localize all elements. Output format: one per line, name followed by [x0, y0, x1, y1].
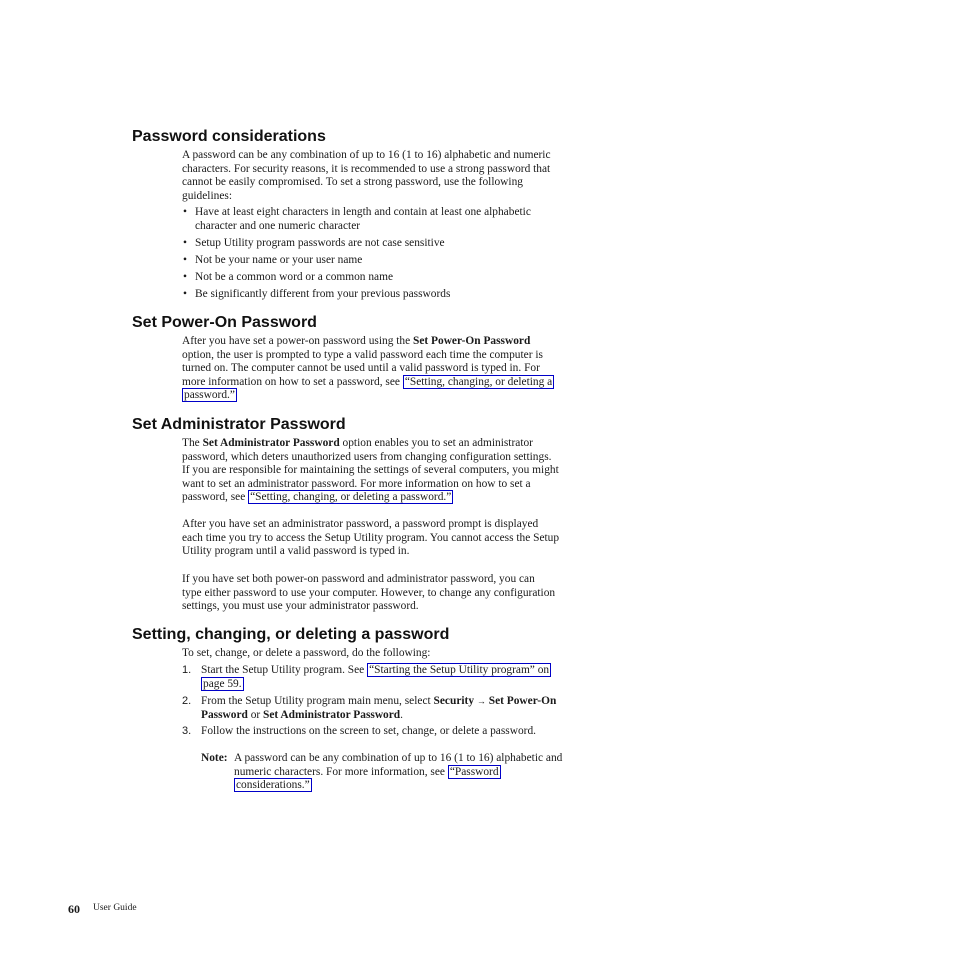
- link-setting-password-cont[interactable]: password.”: [184, 389, 235, 402]
- text-line: [182, 335, 554, 349]
- list-item: Not be your name or your user name: [195, 254, 363, 266]
- bullet-marker: •: [183, 206, 187, 218]
- text-span: Start the Setup Utility program. See: [201, 664, 368, 676]
- heading-set-administrator-password: Set Administrator Password: [132, 416, 346, 433]
- bullet-marker: •: [183, 271, 187, 283]
- text-line: guidelines:: [182, 189, 232, 202]
- step-number: 2.: [182, 695, 192, 707]
- text-span: The: [182, 437, 203, 449]
- bullet-marker: •: [183, 254, 187, 266]
- text-span: password, see: [182, 491, 249, 504]
- link-setting-password[interactable]: “Setting, changing, or deleting a: [404, 375, 553, 388]
- list-item: [195, 206, 531, 233]
- heading-password-considerations: Password considerations: [132, 128, 326, 145]
- admin-paragraph-2: [182, 518, 559, 559]
- page-number: 60: [68, 902, 80, 916]
- text-line: settings, you must use your administrator password.: [182, 600, 419, 613]
- step-number: 3.: [182, 725, 192, 737]
- step-3: Follow the instructions on the screen to set, change, or delete a password.: [201, 725, 536, 737]
- admin-paragraph-1: [182, 437, 559, 505]
- text-line: If you are responsible for maintaining the settings of several computers, you might: [182, 464, 559, 477]
- text-span: more information on how to set a password, see: [182, 375, 403, 388]
- bold-term: Set Power-On Password: [413, 335, 531, 347]
- text-line: [182, 491, 559, 505]
- text-line: [182, 437, 559, 451]
- link-password-considerations-cont[interactable]: considerations.”: [236, 779, 310, 792]
- step-1: [201, 664, 551, 691]
- heading-set-power-on-password: Set Power-On Password: [132, 314, 317, 331]
- bullet-marker: •: [183, 288, 187, 300]
- note-text: [234, 752, 562, 793]
- step-2: [201, 695, 556, 722]
- text-line: After you have set an administrator password, a password prompt is displayed: [182, 518, 539, 530]
- bold-term: Security: [433, 695, 475, 707]
- step-number: 1.: [182, 664, 192, 676]
- text-span: .: [400, 708, 404, 721]
- considerations-intro: [182, 149, 551, 203]
- text-line: Have at least eight characters in length and contain at least one alphabetic: [195, 206, 531, 218]
- text-line: cannot be easily compromised. To set a strong password, use the following: [182, 176, 523, 189]
- text-line: A password can be any combination of up to 16 (1 to 16) alphabetic and numeric: [182, 149, 551, 161]
- text-line: character and one numeric character: [195, 219, 361, 232]
- setting-intro: To set, change, or delete a password, do the following:: [182, 647, 431, 659]
- list-item: Not be a common word or a common name: [195, 271, 394, 283]
- text-span: or: [247, 708, 264, 721]
- text-line: [234, 766, 562, 780]
- heading-setting-changing-deleting: Setting, changing, or deleting a password: [132, 626, 450, 643]
- link-starting-setup-utility[interactable]: “Starting the Setup Utility program” on: [369, 664, 550, 676]
- text-line: [201, 678, 551, 692]
- text-line: [234, 779, 562, 793]
- text-line: turned on. The computer cannot be used until a valid password is typed in. For: [182, 362, 540, 375]
- bold-term: Set Administrator Password: [263, 708, 401, 721]
- text-line: type either password to use your computer. However, to change any configuration: [182, 586, 556, 599]
- link-starting-setup-utility-cont[interactable]: page 59.: [203, 677, 242, 690]
- bold-term: Password: [201, 708, 248, 721]
- text-line: option, the user is prompted to type a valid password each time the computer is: [182, 348, 543, 361]
- arrow-icon: →: [476, 696, 486, 706]
- footer-doc-title: User Guide: [93, 903, 137, 913]
- text-line: each time you try to access the Setup Utility program. You cannot access the Setup: [182, 531, 560, 544]
- list-item: Be significantly different from your previous passwords: [195, 288, 451, 300]
- list-item: Setup Utility program passwords are not case sensitive: [195, 237, 445, 249]
- text-line: characters. For security reasons, it is recommended to use a strong password that: [182, 162, 551, 175]
- note-label: Note:: [201, 752, 228, 764]
- text-span: option enables you to set an administrator: [339, 437, 533, 449]
- text-line: [182, 389, 554, 403]
- link-password-considerations[interactable]: “Password: [449, 765, 499, 778]
- text-line: [182, 376, 554, 390]
- link-setting-password[interactable]: “Setting, changing, or deleting a password.”: [250, 491, 452, 504]
- text-line: [201, 664, 551, 678]
- poweron-paragraph: [182, 335, 554, 403]
- text-span: numeric characters. For more information, see: [234, 765, 448, 778]
- text-span: After you have set a power-on password using the: [182, 335, 414, 347]
- text-line: [201, 709, 556, 723]
- bullet-marker: •: [183, 237, 187, 249]
- text-line: [201, 695, 556, 709]
- bold-term: Set Administrator Password: [202, 437, 340, 449]
- text-line: Utility program until a valid password is typed in.: [182, 545, 410, 558]
- admin-paragraph-3: [182, 573, 555, 614]
- bold-term: Set Power-On: [488, 695, 557, 707]
- text-line: password, which deters unauthorized users from changing configuration settings.: [182, 450, 552, 463]
- text-line: If you have set both power-on password and administrator password, you can: [182, 573, 535, 585]
- text-line: want to set an administrator password. For more information on how to set a: [182, 477, 531, 490]
- text-line: A password can be any combination of up to 16 (1 to 16) alphabetic and: [234, 752, 563, 764]
- text-span: From the Setup Utility program main menu, select: [201, 695, 434, 707]
